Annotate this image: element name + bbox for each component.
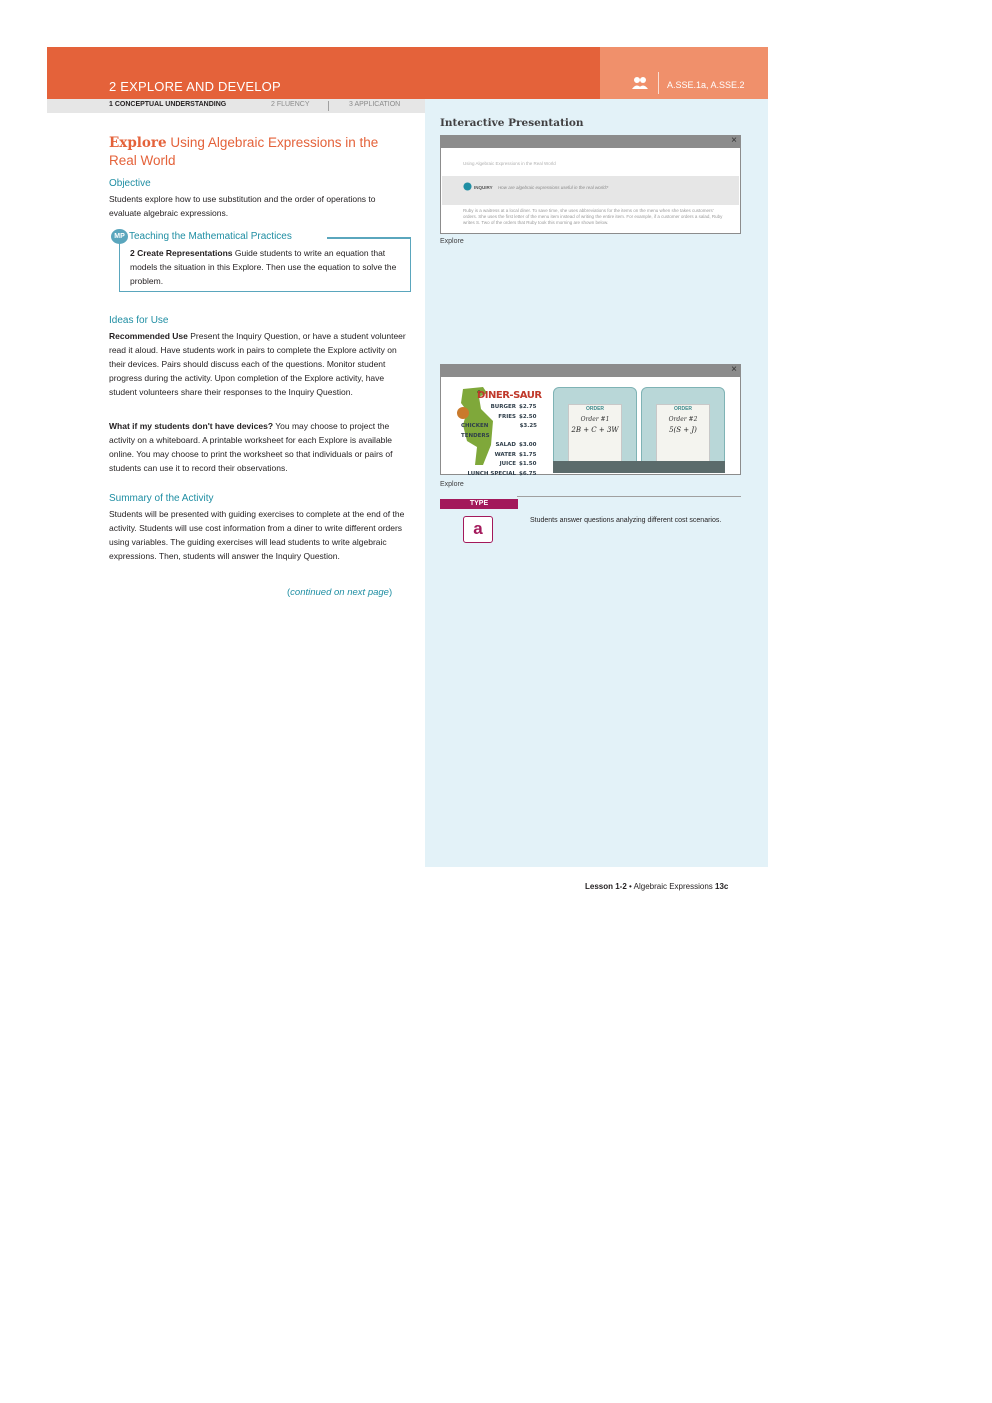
menu-row <box>461 403 537 413</box>
menu-price: $1.50 <box>519 461 537 467</box>
explore-title <box>109 134 409 169</box>
mp-badge-icon: MP <box>111 229 128 244</box>
close-icon[interactable]: × <box>731 135 737 146</box>
no-devices-text <box>109 419 409 475</box>
menu-item: BURGER <box>490 404 516 410</box>
tab-divider <box>328 101 329 111</box>
menu-row <box>461 451 537 461</box>
recommended-use-bold: Recommended Use <box>109 331 188 341</box>
recommended-use-body: Present the Inquiry Question, or have a student volunteer read it aloud. Have students work in pairs to complete the Explore activity on their devices. Pairs should discuss each of the questions. Monitor student progress during the activity. Upon completion of the Explore activity, have student volunteers share their responses to the Inquiry Question. <box>109 331 406 397</box>
footer-page: 13c <box>715 882 729 891</box>
ideas-heading: Ideas for Use <box>109 315 169 326</box>
practices-heading: Teaching the Mathematical Practices <box>129 231 292 242</box>
section-title: 2 EXPLORE AND DEVELOP <box>109 79 281 94</box>
menu-item: FRIES <box>498 413 516 420</box>
inquiry-label: INQUIRY <box>474 185 493 190</box>
order2-expression: 5(S + J) <box>669 426 697 434</box>
standards-panel <box>600 47 768 99</box>
screen-title-bar <box>441 136 740 148</box>
type-icon: a <box>463 516 493 543</box>
close-icon[interactable]: × <box>731 364 737 375</box>
no-devices-body: You may choose to project the activity on a whiteboard. A printable worksheet for each Explore is available online. You may choose to print the worksheet so that individuals or pairs of students can use it to record their observations. <box>109 421 393 473</box>
footer-lesson: Lesson 1-2 <box>585 882 627 891</box>
diner-name: DINER-SAUR <box>477 390 542 401</box>
screen-title-bar <box>441 365 740 377</box>
objective-text: Students explore how to use substitution and the order of operations to evaluate algebraic expressions. <box>109 194 376 218</box>
menu-price: $2.50 <box>519 413 537 420</box>
menu-row <box>461 413 537 423</box>
menu-price: $3.00 <box>519 442 537 448</box>
group-icon <box>632 76 648 90</box>
header-divider <box>658 72 659 94</box>
progression-tabs <box>47 99 425 113</box>
paren-close: ) <box>388 587 393 598</box>
menu-item: WATER <box>494 451 516 458</box>
menu-price: $2.75 <box>519 404 537 410</box>
order2-title: Order #2 <box>668 416 698 423</box>
practices-box-rule <box>327 237 411 239</box>
continued-text: continued on next page <box>290 587 389 598</box>
footer-bullet: • <box>629 882 632 891</box>
tab-conceptual-understanding: 1 CONCEPTUAL UNDERSTANDING <box>109 101 227 108</box>
explore-label: Explore <box>109 135 167 151</box>
screen1-title: Using Algebraic Expressions in the Real World <box>463 161 556 166</box>
inquiry-question: How are algebraic expressions useful in the real world? <box>498 185 609 190</box>
menu-item: SALAD <box>495 442 516 448</box>
no-devices-bold: What if my students don't have devices? <box>109 421 274 431</box>
type-description: Students answer questions analyzing different cost scenarios. <box>530 517 722 524</box>
screen2-caption: Explore <box>440 481 464 488</box>
explore-screen-1[interactable] <box>440 135 741 234</box>
order1-expression: 2B + C + 3W <box>571 426 619 434</box>
counter-base <box>553 461 725 473</box>
menu-list <box>461 403 537 479</box>
ticket-header: ORDER <box>585 406 605 412</box>
practices-text <box>130 246 402 288</box>
explore-topic: Using Algebraic Expressions in the Real World <box>109 135 379 168</box>
menu-row <box>461 460 537 470</box>
explore-screen-2[interactable] <box>440 364 741 475</box>
practices-bold: 2 Create Representations <box>130 248 233 258</box>
tab-application: 3 APPLICATION <box>349 101 401 108</box>
ticket-header: ORDER <box>673 406 693 412</box>
menu-row <box>461 470 537 480</box>
order-ticket-1 <box>568 404 622 468</box>
screen1-body: Ruby is a waitress at a local diner. To save time, she uses abbreviations for the items on the menu when she takes customers' orders. She uses the first letter of the menu item instead of writing the entire item. For example, if a customer orders a salad, Ruby writes S. Two of the orders that Ruby took this morning are shown below. <box>463 208 723 225</box>
paren-open: ( <box>287 587 291 598</box>
type-label: TYPE <box>440 499 518 509</box>
menu-price: $6.75 <box>519 470 537 477</box>
menu-row <box>461 422 537 441</box>
menu-price: $1.75 <box>519 451 537 458</box>
interactive-presentation-heading: Interactive Presentation <box>440 117 584 129</box>
menu-row <box>461 441 537 451</box>
recommended-use-text <box>109 329 409 399</box>
page-footer <box>585 882 728 891</box>
menu-item: JUICE <box>499 461 516 467</box>
continued-note <box>287 587 392 598</box>
inquiry-icon <box>463 182 472 191</box>
summary-text: Students will be presented with guiding exercises to complete at the end of the activity. Students will use cost information from a diner to write different orders using variables. The guiding exercises will lead students to write algebraic expressions. Then, students will answer the Inquiry Question. <box>109 509 405 561</box>
menu-price: $3.25 <box>519 423 537 429</box>
summary-heading: Summary of the Activity <box>109 493 214 504</box>
practices-body: Guide students to write an equation that models the situation in this Explore. Then use the equation to solve the problem. <box>130 248 397 286</box>
tab-fluency: 2 FLUENCY <box>271 101 310 108</box>
menu-item: CHICKEN TENDERS <box>461 423 490 439</box>
footer-topic: Algebraic Expressions <box>633 882 713 891</box>
screen1-caption: Explore <box>440 238 464 245</box>
order1-title: Order #1 <box>580 416 610 423</box>
inquiry-band <box>442 176 739 205</box>
objective-heading: Objective <box>109 178 151 189</box>
standards-code: A.SSE.1a, A.SSE.2 <box>667 80 745 90</box>
type-rule <box>517 496 741 497</box>
menu-item: LUNCH SPECIAL <box>467 470 516 477</box>
order-ticket-2 <box>656 404 710 468</box>
